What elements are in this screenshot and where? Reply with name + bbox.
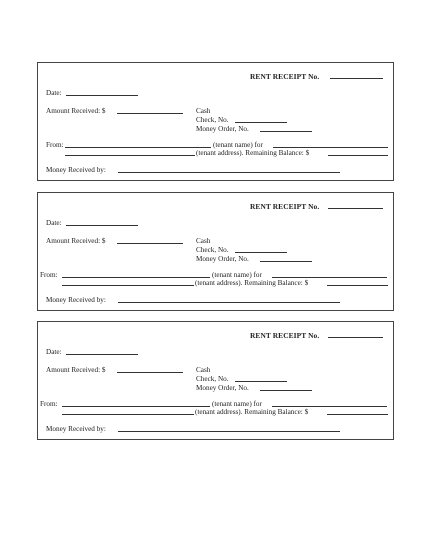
receipt-title: RENT RECEIPT No.	[250, 202, 320, 211]
receipt-title: RENT RECEIPT No.	[250, 72, 320, 81]
receipt-number-field[interactable]	[328, 337, 383, 338]
rental-period-field[interactable]	[273, 147, 388, 148]
tenant-address-label: (tenant address). Remaining Balance: $	[195, 408, 309, 416]
cash-label: Cash	[196, 366, 211, 374]
amount-received-label: Amount Received: $	[46, 107, 106, 115]
receipt-number-field[interactable]	[328, 208, 383, 209]
date-field[interactable]	[66, 225, 138, 226]
cash-label: Cash	[196, 237, 211, 245]
money-received-by-field[interactable]	[118, 172, 340, 173]
money-order-number-field[interactable]	[260, 261, 312, 262]
tenant-address-label: (tenant address). Remaining Balance: $	[196, 149, 310, 157]
amount-received-field[interactable]	[117, 113, 183, 114]
check-label: Check, No.	[196, 375, 229, 383]
check-number-field[interactable]	[235, 122, 287, 123]
check-label: Check, No.	[196, 246, 229, 254]
date-field[interactable]	[66, 95, 138, 96]
money-order-label: Money Order, No.	[196, 125, 249, 133]
money-received-by-field[interactable]	[118, 431, 340, 432]
money-received-by-label: Money Received by:	[46, 425, 106, 433]
tenant-name-field[interactable]	[62, 406, 210, 407]
tenant-address-field[interactable]	[62, 285, 194, 286]
date-field[interactable]	[66, 354, 138, 355]
tenant-name-field[interactable]	[65, 147, 211, 148]
tenant-name-field[interactable]	[62, 277, 210, 278]
remaining-balance-field[interactable]	[327, 285, 388, 286]
from-label: From:	[40, 271, 58, 279]
rental-period-field[interactable]	[272, 406, 387, 407]
amount-received-label: Amount Received: $	[46, 366, 106, 374]
remaining-balance-field[interactable]	[328, 155, 388, 156]
date-label: Date:	[46, 89, 62, 97]
money-received-by-field[interactable]	[118, 302, 340, 303]
amount-received-field[interactable]	[117, 372, 183, 373]
money-received-by-label: Money Received by:	[46, 166, 106, 174]
receipt-title: RENT RECEIPT No.	[250, 331, 320, 340]
money-order-number-field[interactable]	[260, 390, 312, 391]
amount-received-field[interactable]	[117, 243, 183, 244]
rental-period-field[interactable]	[272, 277, 387, 278]
money-order-label: Money Order, No.	[196, 255, 249, 263]
rent-receipt-1	[37, 62, 394, 181]
rent-receipt-2	[37, 192, 394, 311]
from-label: From:	[40, 400, 58, 408]
cash-label: Cash	[196, 107, 211, 115]
from-label: From:	[46, 141, 64, 149]
date-label: Date:	[46, 348, 62, 356]
check-number-field[interactable]	[235, 381, 287, 382]
money-order-label: Money Order, No.	[196, 384, 249, 392]
tenant-name-label: (tenant name) for	[213, 141, 263, 149]
tenant-address-label: (tenant address). Remaining Balance: $	[195, 279, 309, 287]
money-order-number-field[interactable]	[260, 131, 312, 132]
amount-received-label: Amount Received: $	[46, 237, 106, 245]
check-number-field[interactable]	[235, 252, 287, 253]
tenant-address-field[interactable]	[65, 155, 195, 156]
remaining-balance-field[interactable]	[327, 414, 388, 415]
money-received-by-label: Money Received by:	[46, 296, 106, 304]
tenant-name-label: (tenant name) for	[212, 400, 262, 408]
rent-receipt-3	[37, 321, 394, 440]
tenant-address-field[interactable]	[62, 414, 194, 415]
check-label: Check, No.	[196, 116, 229, 124]
receipt-number-field[interactable]	[330, 78, 383, 79]
date-label: Date:	[46, 219, 62, 227]
tenant-name-label: (tenant name) for	[212, 271, 262, 279]
